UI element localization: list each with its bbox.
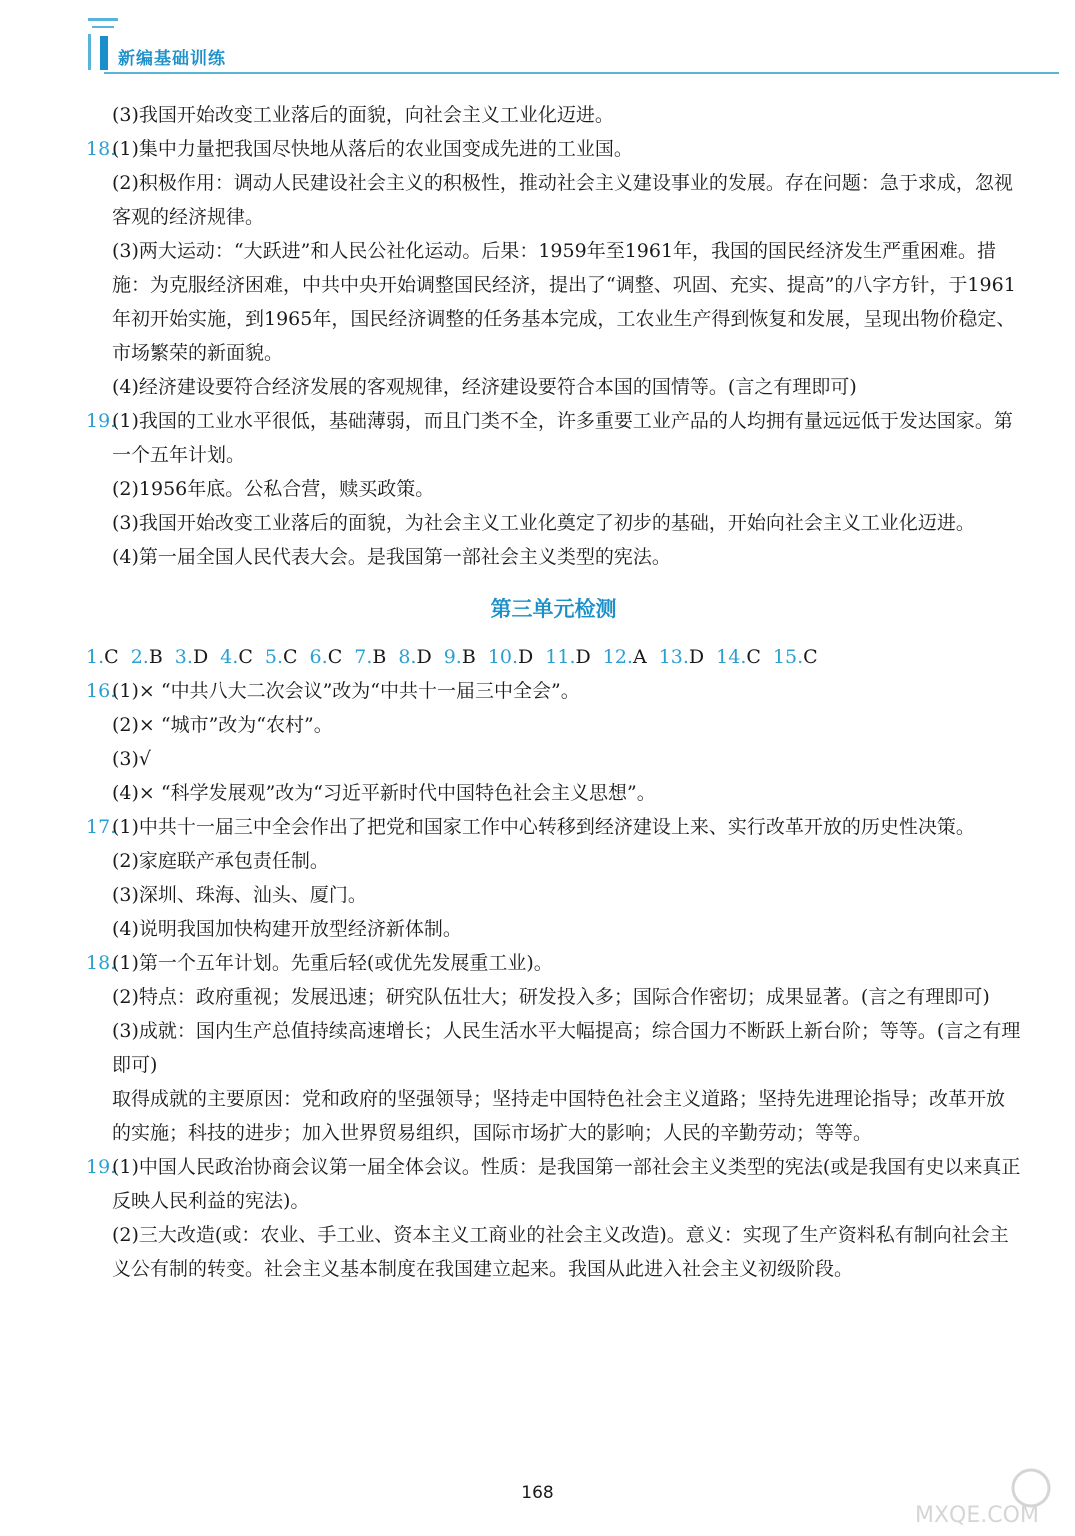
mc-letter: A bbox=[632, 646, 647, 668]
question-number bbox=[86, 98, 112, 132]
answer-text: (1)中共十一届三中全会作出了把党和国家工作中心转移到经济建设上来、实行改革开放的历史性决策。 bbox=[112, 816, 975, 838]
answer-text: (3)我国开始改变工业落后的面貌，向社会主义工业化迈进。 bbox=[112, 104, 614, 126]
question-number: 19. bbox=[86, 1156, 117, 1178]
question-number bbox=[86, 166, 112, 234]
question-number bbox=[86, 844, 112, 878]
question-number bbox=[86, 912, 112, 946]
answer-text: (1)集中力量把我国尽快地从落后的农业国变成先进的工业国。 bbox=[112, 138, 633, 160]
question-number: 18. bbox=[86, 138, 117, 160]
answer-text: (4)说明我国加快构建开放型经济新体制。 bbox=[112, 918, 462, 940]
watermark-logo bbox=[911, 1460, 1061, 1530]
mc-number: 1. bbox=[86, 646, 105, 668]
mc-letter: C bbox=[803, 646, 818, 668]
answer-line bbox=[86, 370, 1021, 404]
mc-letter: C bbox=[104, 646, 119, 668]
question-number bbox=[86, 540, 112, 574]
answer-line bbox=[86, 946, 1021, 980]
mc-answer bbox=[716, 640, 761, 674]
question-number bbox=[86, 980, 112, 1014]
mc-number: 14. bbox=[716, 646, 747, 668]
answer-line bbox=[86, 1014, 1021, 1082]
mc-letter: C bbox=[746, 646, 761, 668]
page-header bbox=[0, 0, 1075, 80]
answer-line bbox=[86, 810, 1021, 844]
book-logo-icon bbox=[86, 16, 120, 72]
question-number bbox=[86, 742, 112, 776]
mc-answer bbox=[86, 640, 119, 674]
answer-line bbox=[86, 166, 1021, 234]
answer-line bbox=[86, 674, 1021, 708]
mc-letter: B bbox=[372, 646, 387, 668]
question-number bbox=[86, 472, 112, 506]
question-number: 16. bbox=[86, 680, 117, 702]
mc-number: 13. bbox=[658, 646, 689, 668]
mc-number: 3. bbox=[174, 646, 193, 668]
mc-letter: D bbox=[688, 646, 705, 668]
header-rule bbox=[104, 72, 1059, 74]
mc-number: 8. bbox=[398, 646, 417, 668]
answer-text: (2)家庭联产承包责任制。 bbox=[112, 850, 329, 872]
mc-number: 11. bbox=[545, 646, 576, 668]
answers-top bbox=[86, 98, 1021, 574]
mc-number: 4. bbox=[220, 646, 239, 668]
question-number: 17. bbox=[86, 816, 117, 838]
question-number bbox=[86, 1082, 112, 1150]
answer-text: (3)两大运动：“大跃进”和人民公社化运动。后果：1959年至1961年，我国的国民经济发生严重困难。措施：为克服经济困难，中共中央开始调整国民经济，提出了“调整、巩固、充实、提高”的八字方针，于1961年初开始实施，到1965年，国民经济调整的任务基本完成，工农业生产得到恢复和发展，呈现出物价稳定、市场繁荣的新面貌。 bbox=[112, 240, 1016, 364]
mc-answer bbox=[175, 640, 208, 674]
question-number bbox=[86, 370, 112, 404]
answer-text: (1)× “中共八大二次会议”改为“中共十一届三中全会”。 bbox=[112, 680, 580, 702]
mc-letter: D bbox=[192, 646, 209, 668]
answer-text: (3)我国开始改变工业落后的面貌，为社会主义工业化奠定了初步的基础，开始向社会主义工业化迈进。 bbox=[112, 512, 975, 534]
mc-answer bbox=[131, 640, 163, 674]
answer-line bbox=[86, 742, 1021, 776]
mc-letter: C bbox=[283, 646, 298, 668]
header-title: 新编基础训练 bbox=[118, 49, 226, 69]
multiple-choice-answers bbox=[86, 640, 1021, 674]
question-number bbox=[86, 1218, 112, 1286]
mc-letter: C bbox=[238, 646, 253, 668]
answer-text: (4)经济建设要符合经济发展的客观规律，经济建设要符合本国的国情等。(言之有理即可) bbox=[112, 376, 857, 398]
answer-text: (2)三大改造(或：农业、手工业、资本主义工商业的社会主义改造)。意义：实现了生产资料私有制向社会主义公有制的转变。社会主义基本制度在我国建立起来。我国从此进入社会主义初级阶段。 bbox=[112, 1224, 1009, 1280]
mc-answer bbox=[220, 640, 253, 674]
mc-answer bbox=[603, 640, 647, 674]
answer-line bbox=[86, 1082, 1021, 1150]
section-title: 第三单元检测 bbox=[490, 597, 617, 621]
question-number bbox=[86, 878, 112, 912]
answer-text: (1)我国的工业水平很低，基础薄弱，而且门类不全，许多重要工业产品的人均拥有量远远低于发达国家。第一个五年计划。 bbox=[112, 410, 1013, 466]
mc-letter: D bbox=[518, 646, 534, 668]
mc-answer bbox=[545, 640, 590, 674]
answer-text: (2)积极作用：调动人民建设社会主义的积极性，推动社会主义建设事业的发展。存在问题：急于求成，忽视客观的经济规律。 bbox=[112, 172, 1013, 228]
answer-line bbox=[86, 1150, 1021, 1218]
answer-line bbox=[86, 98, 1021, 132]
answer-line bbox=[86, 912, 1021, 946]
question-number bbox=[86, 506, 112, 540]
mc-letter: D bbox=[416, 646, 432, 668]
mc-letter: B bbox=[461, 646, 476, 668]
answer-text: (1)第一个五年计划。先重后轻(或优先发展重工业)。 bbox=[112, 952, 553, 974]
mc-answer bbox=[659, 640, 704, 674]
watermark-text: MXQE.COM bbox=[915, 1503, 1039, 1528]
question-number: 19. bbox=[86, 410, 117, 432]
answer-text: (3)深圳、珠海、汕头、厦门。 bbox=[112, 884, 367, 906]
answer-line bbox=[86, 844, 1021, 878]
mc-number: 15. bbox=[772, 646, 804, 668]
answer-text: (2)特点：政府重视；发展迅速；研究队伍壮大；研发投入多；国际合作密切；成果显著。(言之有理即可) bbox=[112, 986, 990, 1008]
question-number bbox=[86, 234, 112, 370]
mc-number: 5. bbox=[264, 646, 283, 668]
page-number: 168 bbox=[521, 1483, 554, 1503]
answer-line bbox=[86, 708, 1021, 742]
mc-answer bbox=[398, 640, 431, 674]
answer-line bbox=[86, 878, 1021, 912]
answer-text: (4)第一届全国人民代表大会。是我国第一部社会主义类型的宪法。 bbox=[112, 546, 671, 568]
answer-line bbox=[86, 506, 1021, 540]
mc-letter: C bbox=[327, 646, 343, 668]
mc-answer bbox=[354, 640, 386, 674]
question-number: 18. bbox=[86, 952, 117, 974]
answer-text: (1)中国人民政治协商会议第一届全体会议。性质：是我国第一部社会主义类型的宪法(或是我国有史以来真正反映人民利益的宪法)。 bbox=[112, 1156, 1021, 1212]
mc-answer bbox=[265, 640, 298, 674]
mc-number: 10. bbox=[487, 646, 519, 668]
mc-letter: B bbox=[148, 646, 163, 668]
mc-number: 7. bbox=[354, 646, 373, 668]
answer-line bbox=[86, 980, 1021, 1014]
answer-text: (3)成就：国内生产总值持续高速增长；人民生活水平大幅提高；综合国力不断跃上新台阶；等等。(言之有理即可) bbox=[112, 1020, 1021, 1076]
mc-answer bbox=[444, 640, 476, 674]
answer-line bbox=[86, 234, 1021, 370]
mc-number: 6. bbox=[309, 646, 328, 668]
answer-text: (3)√ bbox=[112, 748, 152, 770]
answer-text: 取得成就的主要原因：党和政府的坚强领导；坚持走中国特色社会主义道路；坚持先进理论指导；改革开放的实施；科技的进步；加入世界贸易组织，国际市场扩大的影响；人民的辛勤劳动；等等。 bbox=[112, 1088, 1006, 1144]
answer-content bbox=[86, 98, 1021, 1286]
answer-text: (2)× “城市”改为“农村”。 bbox=[112, 714, 333, 736]
answer-text: (4)× “科学发展观”改为“习近平新时代中国特色社会主义思想”。 bbox=[112, 782, 656, 804]
answer-line bbox=[86, 404, 1021, 472]
mc-answer bbox=[488, 640, 533, 674]
mc-number: 9. bbox=[443, 646, 462, 668]
mc-answer bbox=[310, 640, 343, 674]
answer-line bbox=[86, 776, 1021, 810]
answer-line bbox=[86, 472, 1021, 506]
answer-line bbox=[86, 540, 1021, 574]
mc-number: 12. bbox=[602, 646, 633, 668]
question-number bbox=[86, 708, 112, 742]
mc-letter: D bbox=[575, 646, 591, 668]
mc-answer bbox=[773, 640, 818, 674]
question-number bbox=[86, 1014, 112, 1082]
question-number bbox=[86, 776, 112, 810]
mc-number: 2. bbox=[130, 646, 149, 668]
answers-bottom bbox=[86, 674, 1021, 1286]
answer-line bbox=[86, 1218, 1021, 1286]
answer-line bbox=[86, 132, 1021, 166]
answer-text: (2)1956年底。公私合营，赎买政策。 bbox=[112, 478, 435, 500]
